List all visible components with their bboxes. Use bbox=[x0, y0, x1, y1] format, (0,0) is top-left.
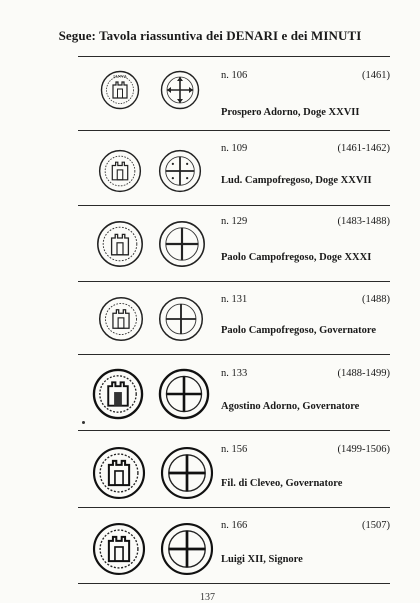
coin-dates: (1483-1488) bbox=[337, 216, 390, 227]
castle-gate-coin-icon bbox=[98, 296, 144, 342]
coin-entry bbox=[78, 216, 390, 276]
castle-gate-coin-icon bbox=[92, 522, 146, 576]
coin-number: n. 109 bbox=[221, 143, 248, 154]
cross-coin-icon bbox=[158, 149, 202, 193]
ruler-name: Lud. Campofregoso, Doge XXVII bbox=[221, 175, 372, 186]
cross-coin-icon bbox=[160, 446, 214, 500]
coin-entry bbox=[78, 294, 390, 350]
coin-number: n. 156 bbox=[221, 444, 248, 455]
ruler-name: Paolo Campofregoso, Doge XXXI bbox=[221, 252, 372, 263]
cross-coin-icon bbox=[158, 296, 204, 342]
ruler-name: Fil. di Cleveo, Governatore bbox=[221, 478, 343, 489]
coin-dates: (1488) bbox=[362, 294, 390, 305]
coin-number: n. 131 bbox=[221, 294, 248, 305]
divider bbox=[78, 281, 390, 282]
ruler-name: Prospero Adorno, Doge XXVII bbox=[221, 107, 360, 118]
castle-gate-coin-icon bbox=[98, 149, 142, 193]
coin-dates: (1461) bbox=[362, 70, 390, 81]
divider bbox=[78, 430, 390, 431]
divider bbox=[78, 507, 390, 508]
divider bbox=[78, 583, 390, 584]
coin-entry bbox=[78, 520, 390, 580]
ruler-name: Luigi XII, Signore bbox=[221, 554, 303, 565]
coin-entry bbox=[78, 368, 390, 428]
cross-coin-icon bbox=[158, 220, 206, 268]
cross-coin-icon bbox=[160, 70, 200, 110]
ruler-name: Agostino Adorno, Governatore bbox=[221, 401, 360, 412]
castle-gate-coin-icon bbox=[92, 446, 146, 500]
coin-number: n. 166 bbox=[221, 520, 248, 531]
cross-coin-icon bbox=[160, 522, 214, 576]
castle-gate-coin-icon bbox=[96, 220, 144, 268]
page-title: Segue: Tavola riassuntiva dei DENARI e dei MINUTI bbox=[58, 28, 362, 43]
coin-number: n. 133 bbox=[221, 368, 248, 379]
coin-number: n. 106 bbox=[221, 70, 248, 81]
ink-speck bbox=[82, 421, 85, 424]
svg-text:IANVA: IANVA bbox=[113, 73, 127, 79]
page-number: 137 bbox=[200, 592, 215, 603]
divider bbox=[78, 56, 390, 57]
coin-dates: (1499-1506) bbox=[337, 444, 390, 455]
coin-entry bbox=[78, 444, 390, 504]
coin-dates: (1461-1462) bbox=[337, 143, 390, 154]
coin-entry bbox=[78, 70, 390, 126]
coin-dates: (1488-1499) bbox=[337, 368, 390, 379]
coin-dates: (1507) bbox=[362, 520, 390, 531]
castle-gate-coin-icon bbox=[100, 70, 140, 110]
divider bbox=[78, 205, 390, 206]
ruler-name: Paolo Campofregoso, Governatore bbox=[221, 325, 377, 336]
divider bbox=[78, 354, 390, 355]
cross-coin-icon bbox=[158, 368, 210, 420]
coin-number: n. 129 bbox=[221, 216, 248, 227]
coin-entry bbox=[78, 143, 390, 199]
castle-gate-coin-icon bbox=[92, 368, 144, 420]
divider bbox=[78, 130, 390, 131]
